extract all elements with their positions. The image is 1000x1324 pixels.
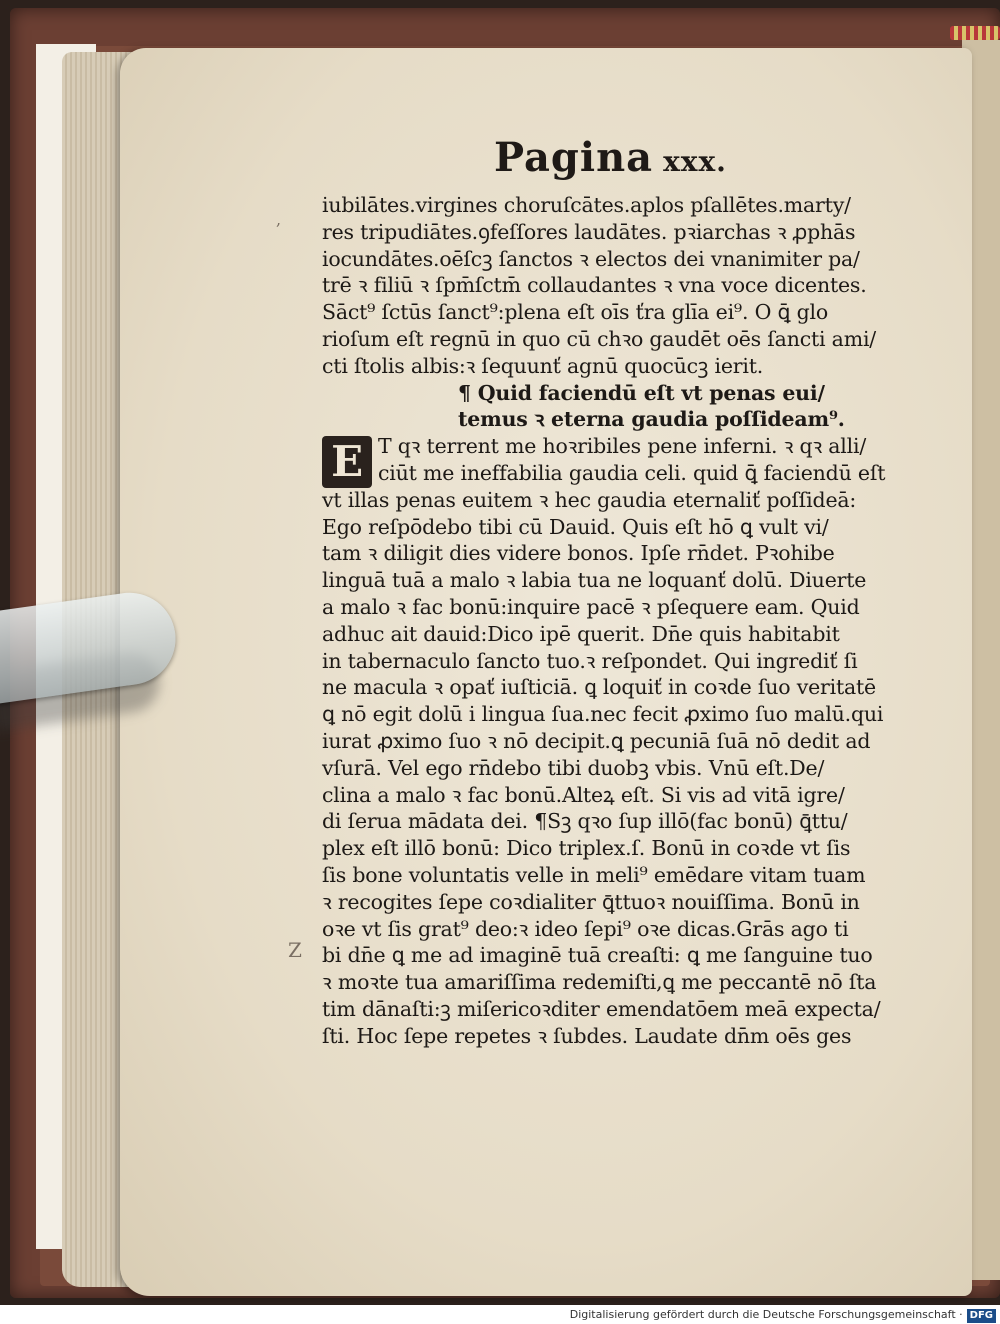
initial-paragraph bbox=[322, 433, 928, 487]
text-line: bi dn̄e ꝗ me ad imaginē tuā creaſti: ꝗ me ſanguine tuo bbox=[322, 943, 873, 968]
text-line: temus ꝛ eterna gaudia poſſideam⁹. bbox=[458, 407, 845, 432]
text-line: ꝛ moꝛte tua amariſſima redemiſti,ꝗ me peccantē nō ſta bbox=[322, 970, 877, 995]
text-line: oꝛe vt ſis grat⁹ deo:ꝛ ideo ſepi⁹ oꝛe dicas.Grās ago ti bbox=[322, 916, 849, 941]
text-line: tim dānaſti:ꝫ miſericoꝛditer emendatōem meā expecta/ bbox=[322, 996, 881, 1021]
margin-mark: , bbox=[276, 210, 282, 229]
running-head-title: Pagina bbox=[494, 134, 654, 181]
text-line: cti ſtolis albis:ꝛ ſequunť agnū quocūcꝫ ierit. bbox=[322, 353, 764, 378]
text-line: Ego reſpōdebo tibi cū Dauid. Quis eſt hō ꝗ vult vi/ bbox=[322, 514, 829, 539]
footer-text: Digitalisierung gefördert durch die Deutsche Forschungsgemeinschaft · bbox=[569, 1308, 963, 1321]
text-line: vt illas penas euitem ꝛ hec gaudia eternaliť poſſideā: bbox=[322, 487, 857, 512]
dfg-logo: DFG bbox=[967, 1309, 996, 1323]
text-line: Sāct⁹ ſctūs ſanct⁹:plena eſt oīs ťra glīa ei⁹. O ꝗ̄ glo bbox=[322, 300, 829, 325]
text-line: ſti. Hoc ſepe repetes ꝛ ſubdes. Laudate dn̄m oēs ges bbox=[322, 1023, 852, 1048]
folio-number: xxx. bbox=[663, 145, 727, 178]
text-block bbox=[322, 192, 928, 1050]
text-line: linguā tuā a malo ꝛ labia tua ne loquanť dolū. Diuerte bbox=[322, 568, 867, 593]
text-line: ꝛ recogites ſepe coꝛdialiter ꝗ̄ttuoꝛ nouiſſima. Bonū in bbox=[322, 889, 860, 914]
text-line: ne macula ꝛ opať iuſticiā. ꝗ loquiť in coꝛde ſuo veritatē bbox=[322, 675, 876, 700]
text-line: vſurā. Vel ego rn̄debo tibi duobꝫ vbis. Vnū eſt.De/ bbox=[322, 755, 825, 780]
text-line: ꝗ nō egit dolū i lingua ſua.nec fecit ꝓximo ſuo malū.qui bbox=[322, 702, 884, 727]
text-line: trē ꝛ filiū ꝛ ſpm̄ſctm̄ collaudantes ꝛ vna voce dicentes. bbox=[322, 273, 867, 298]
text-line: res tripudiātes.ꝯfeſſores laudātes. pꝛiarchas ꝛ ꝓphās bbox=[322, 219, 856, 244]
text-line: in tabernaculo ſancto tuo.ꝛ reſpondet. Qui ingrediť ſi bbox=[322, 648, 858, 673]
main-paragraph bbox=[322, 487, 928, 1050]
running-head bbox=[494, 134, 727, 181]
text-line: iocundātes.oēſcꝫ ſanctos ꝛ electos dei vnanimiter pa/ bbox=[322, 246, 860, 271]
text-line: rioſum eſt regnū in quo cū chꝛo gaudēt oēs ſancti ami/ bbox=[322, 326, 877, 351]
text-line: T qꝛ terrent me hoꝛribiles pene inferni. ꝛ qꝛ alli/ bbox=[378, 434, 867, 459]
text-line: plex eſt illō bonū: Dico triplex.ſ. Bonū in coꝛde vt ſis bbox=[322, 836, 851, 861]
decorated-initial: E bbox=[322, 436, 372, 488]
text-line: clina a malo ꝛ fac bonū.Alteꝝ eſt. Si vis ad vitā igre/ bbox=[322, 782, 845, 807]
margin-mark: Z bbox=[288, 938, 302, 962]
footer-credit bbox=[0, 1305, 1000, 1324]
bookmark-ribbon bbox=[950, 26, 1000, 40]
text-line: iubilātes.virgines choruſcātes.aplos pſallētes.marty/ bbox=[322, 193, 851, 217]
text-line: a malo ꝛ fac bonū:inquire pacē ꝛ pſequere eam. Quid bbox=[322, 594, 860, 619]
text-line: adhuc ait dauid:Dico ipē querit. Dn̄e quis habitabit bbox=[322, 621, 840, 646]
text-line: ciūt me ineffabilia gaudia celi. quid ꝗ̄ faciendū eſt bbox=[378, 460, 886, 485]
text-line: ſis bone voluntatis velle in meli⁹ emēdare vitam tuam bbox=[322, 862, 866, 887]
section-heading bbox=[322, 380, 928, 434]
lines-beside-initial bbox=[322, 433, 928, 487]
paragraph-before-heading bbox=[322, 192, 928, 380]
text-line: di ſerua mādata dei. ¶Sꝫ qꝛo ſup illō(fac bonū) ꝗ̄ttu/ bbox=[322, 809, 848, 834]
text-line: ¶ Quid faciendū eſt vt penas eui/ bbox=[458, 380, 825, 405]
text-line: tam ꝛ diligit dies videre bonos. Ipſe rn̄det. Pꝛohibe bbox=[322, 541, 835, 566]
text-line: iurat ꝓximo ſuo ꝛ nō decipit.ꝗ pecuniā ſuā nō dedit ad bbox=[322, 728, 871, 753]
